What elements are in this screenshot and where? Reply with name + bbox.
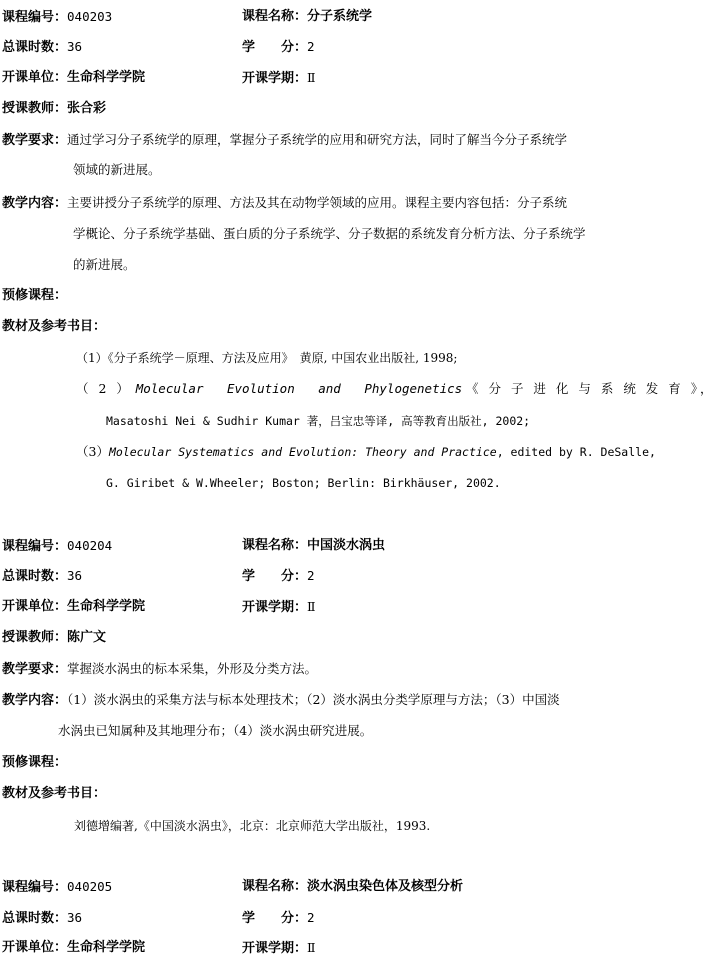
hours-label: 总课时数： bbox=[2, 569, 68, 584]
course-2-content-row bbox=[2, 691, 560, 710]
unit-label: 开课单位： bbox=[2, 70, 68, 85]
course-1-prereq-row bbox=[2, 287, 67, 305]
course-2-term-row bbox=[242, 598, 316, 617]
req-label: 教学要求： bbox=[2, 662, 68, 677]
course-1-req-row bbox=[2, 131, 567, 150]
course-code-label: 课程编号： bbox=[2, 880, 68, 895]
course-2-code-row bbox=[2, 537, 112, 556]
books-label: 教材及参考书目： bbox=[2, 319, 107, 334]
ref2-prefix: （ 2 ） bbox=[76, 381, 132, 396]
ref3-prefix: （3） bbox=[76, 444, 109, 459]
course-2-teacher-row bbox=[2, 629, 106, 647]
term-value: Ⅱ bbox=[307, 599, 316, 614]
credit-label: 学 分： bbox=[242, 569, 308, 584]
course-code: 040203 bbox=[67, 9, 113, 24]
course-code-label: 课程编号： bbox=[2, 10, 68, 25]
course-code: 040205 bbox=[67, 879, 113, 894]
course-1-code-row bbox=[2, 8, 112, 27]
content-line-2: 水涡虫已知属种及其地理分布；（4）淡水涡虫研究进展。 bbox=[58, 723, 373, 738]
teacher-value: 张合彩 bbox=[67, 101, 107, 116]
course-1-unit-row bbox=[2, 69, 145, 87]
reference-2 bbox=[76, 380, 716, 398]
books-label: 教材及参考书目： bbox=[2, 786, 107, 801]
unit-value: 生命科学学院 bbox=[67, 599, 146, 614]
course-1-books-row bbox=[2, 318, 106, 336]
course-1-content-row bbox=[2, 194, 567, 213]
course-1-name-row bbox=[242, 8, 372, 26]
course-3-hours-row bbox=[2, 909, 82, 928]
course-name-label: 课程名称： bbox=[242, 538, 308, 553]
course-name: 中国淡水涡虫 bbox=[307, 538, 386, 553]
req-label: 教学要求： bbox=[2, 133, 68, 148]
ref3-rest: , edited by R. DeSalle, bbox=[496, 445, 656, 459]
course-1-credit-row bbox=[242, 38, 315, 57]
hours-value: 36 bbox=[67, 910, 83, 925]
prereq-label: 预修课程： bbox=[2, 288, 68, 303]
hours-value: 36 bbox=[67, 568, 83, 583]
content-label: 教学内容： bbox=[2, 693, 68, 708]
hours-value: 36 bbox=[67, 39, 83, 54]
course-3-name-row bbox=[242, 878, 463, 896]
credit-value: 2 bbox=[307, 39, 315, 54]
content-line-3: 的新进展。 bbox=[73, 257, 136, 272]
unit-value: 生命科学学院 bbox=[67, 940, 146, 955]
course-3-credit-row bbox=[242, 909, 315, 928]
reference-1: （1）《分子系统学－原理、方法及应用》 黄原, 中国农业出版社, 1998; bbox=[76, 351, 458, 365]
term-label: 开课学期： bbox=[242, 71, 308, 86]
unit-label: 开课单位： bbox=[2, 940, 68, 955]
term-label: 开课学期： bbox=[242, 941, 308, 956]
credit-label: 学 分： bbox=[242, 40, 308, 55]
unit-label: 开课单位： bbox=[2, 599, 68, 614]
term-label: 开课学期： bbox=[242, 600, 308, 615]
req-line-1: 通过学习分子系统学的原理，掌握分子系统学的应用和研究方法，同时了解当今分子系统学 bbox=[67, 132, 568, 147]
reference-1: 刘德增编著,《中国淡水涡虫》，北京：北京师范大学出版社，1993. bbox=[74, 819, 431, 833]
course-2-credit-row bbox=[242, 567, 315, 586]
prereq-label: 预修课程： bbox=[2, 755, 68, 770]
reference-3-line-2: G. Giribet & W.Wheeler; Boston; Berlin: Birkhäuser, 2002. bbox=[106, 476, 501, 490]
course-1-teacher-row bbox=[2, 100, 106, 118]
course-2-books-row bbox=[2, 785, 106, 803]
course-2-prereq-row bbox=[2, 754, 67, 772]
ref2-cn: 《 分 子 进 化 与 系 统 发 育 》， bbox=[466, 381, 716, 396]
course-code-label: 课程编号： bbox=[2, 539, 68, 554]
ref3-title: Molecular Systematics and Evolution: Theory and Practice bbox=[108, 445, 497, 459]
term-value: Ⅱ bbox=[307, 940, 316, 955]
credit-label: 学 分： bbox=[242, 911, 308, 926]
content-line-1: （1）淡水涡虫的采集方法与标本处理技术；（2）淡水涡虫分类学原理与方法；（3）中国淡 bbox=[67, 692, 560, 707]
teacher-label: 授课教师： bbox=[2, 630, 68, 645]
course-name-label: 课程名称： bbox=[242, 879, 308, 894]
term-value: Ⅱ bbox=[307, 70, 316, 85]
course-name: 淡水涡虫染色体及核型分析 bbox=[307, 879, 464, 894]
course-2-unit-row bbox=[2, 598, 145, 616]
content-line-2: 学概论、分子系统学基础、蛋白质的分子系统学、分子数据的系统发育分析方法、分子系统学 bbox=[73, 226, 586, 241]
course-3-term-row bbox=[242, 939, 316, 958]
hours-label: 总课时数： bbox=[2, 40, 68, 55]
req-line-1: 掌握淡水涡虫的标本采集，外形及分类方法。 bbox=[67, 661, 318, 676]
req-line-2: 领域的新进展。 bbox=[73, 162, 161, 177]
course-1-term-row bbox=[242, 69, 316, 88]
unit-value: 生命科学学院 bbox=[67, 70, 146, 85]
course-name: 分子系统学 bbox=[307, 9, 373, 24]
course-2-req-row bbox=[2, 660, 317, 679]
content-line-1: 主要讲授分子系统学的原理、方法及其在动物学领域的应用。课程主要内容包括：分子系统 bbox=[67, 195, 568, 210]
credit-value: 2 bbox=[307, 910, 315, 925]
content-label: 教学内容： bbox=[2, 196, 68, 211]
credit-value: 2 bbox=[307, 568, 315, 583]
hours-label: 总课时数： bbox=[2, 911, 68, 926]
teacher-label: 授课教师： bbox=[2, 101, 68, 116]
course-name-label: 课程名称： bbox=[242, 9, 308, 24]
course-3-code-row bbox=[2, 878, 112, 897]
teacher-value: 陈广文 bbox=[67, 630, 107, 645]
course-2-name-row bbox=[242, 537, 385, 555]
ref2-title: Molecular Evolution and Phylogenetics bbox=[135, 381, 463, 396]
reference-3 bbox=[76, 443, 656, 461]
course-code: 040204 bbox=[67, 538, 113, 553]
course-3-unit-row bbox=[2, 939, 145, 957]
course-1-hours-row bbox=[2, 38, 82, 57]
reference-2-line-2: Masatoshi Nei & Sudhir Kumar 著，吕宝忠等译, 高等教育出版社, 2002; bbox=[106, 414, 531, 428]
course-2-hours-row bbox=[2, 567, 82, 586]
